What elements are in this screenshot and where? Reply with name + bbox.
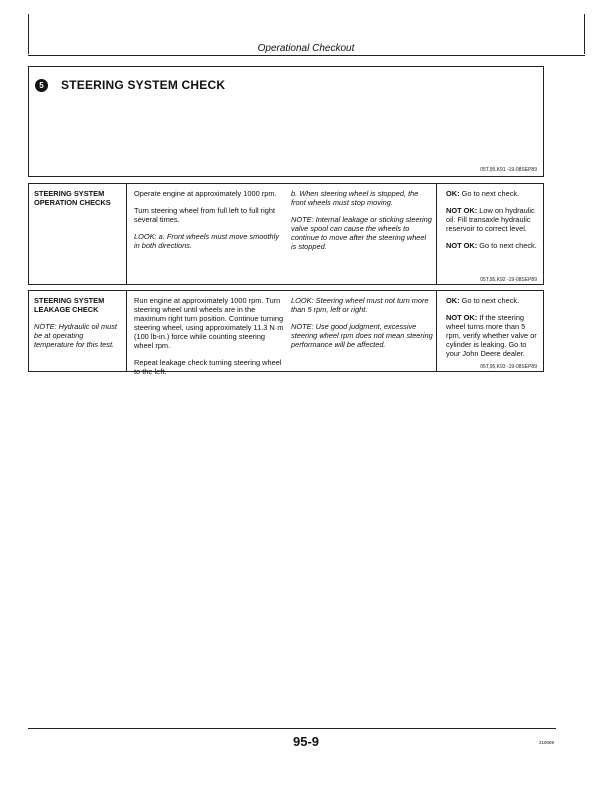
page-number: 95-9 <box>292 734 320 749</box>
procedure-column <box>134 296 284 376</box>
result-column <box>446 296 538 358</box>
observation-column <box>291 296 433 349</box>
footer-rule <box>28 728 556 729</box>
observation-text: b. When steering wheel is stopped, the front wheels must stop moving. <box>291 189 419 207</box>
check-image-ref: 05T,95,K93 -19-08SEP89 <box>480 364 537 370</box>
check-title-block <box>34 296 124 349</box>
header-rule <box>28 55 585 56</box>
procedure-step: Operate engine at approximately 1000 rpm. <box>134 189 277 198</box>
ok-result: OK: Go to next check. <box>446 189 520 198</box>
look-instruction: LOOK: a. Front wheels must move smoothly in both directions. <box>134 232 279 250</box>
column-divider <box>126 184 127 284</box>
result-column <box>446 189 538 250</box>
section-number-badge: 5 <box>35 79 48 92</box>
check-title: STEERING SYSTEM LEAKAGE CHECK <box>34 296 105 314</box>
procedure-column <box>134 189 282 258</box>
footer-code: 210069 <box>538 740 554 745</box>
column-divider <box>436 184 437 284</box>
check-image-ref: 05T,95,K92 -19-08SEP89 <box>480 277 537 283</box>
procedure-step: Repeat leakage check turning steering wheel to the left. <box>134 358 282 376</box>
procedure-step: Run engine at approximately 1000 rpm. Turn steering wheel until wheels are in the maximum right turn position. Continue turning steering wheel, using approximately 11.3 N·m (100 lb-in.) force while counting steering wheel rpm. <box>134 296 284 350</box>
column-divider <box>436 291 437 371</box>
not-ok-result: NOT OK: If the steering wheel turns more than 5 rpm, verify whether valve or cylinder is leaking. Go to your John Deere dealer. <box>446 313 537 358</box>
column-divider <box>126 291 127 371</box>
section-title: STEERING SYSTEM CHECK <box>61 78 226 92</box>
check-note: NOTE: Hydraulic oil must be at operating temperature for this test. <box>34 322 117 349</box>
not-ok-result: NOT OK: Low on hydraulic oil. Fill transaxle hydraulic reservoir to correct level. <box>446 206 535 233</box>
procedure-step: Turn steering wheel from full left to full right several times. <box>134 206 276 224</box>
section-image-ref: 05T,95,K91 -19-08SEP89 <box>480 167 537 173</box>
page-header-title: Operational Checkout <box>257 43 355 54</box>
check-box-leakage <box>28 290 544 376</box>
observation-note: NOTE: Use good judgment, excessive steering wheel rpm does not mean steering performance will be affected. <box>291 322 433 349</box>
ok-result: OK: Go to next check. <box>446 296 520 305</box>
observation-column <box>291 189 433 259</box>
check-title: STEERING SYSTEM OPERATION CHECKS <box>34 189 111 207</box>
not-ok-result: NOT OK: Go to next check. <box>446 241 537 250</box>
observation-note: NOTE: Internal leakage or sticking steering valve spool can cause the wheels to continue to move after the steering wheel is stopped. <box>291 215 432 251</box>
section-box <box>28 66 544 177</box>
look-instruction: LOOK: Steering wheel must not turn more than 5 rpm, left or right. <box>291 296 429 314</box>
check-box-operation <box>28 183 544 285</box>
